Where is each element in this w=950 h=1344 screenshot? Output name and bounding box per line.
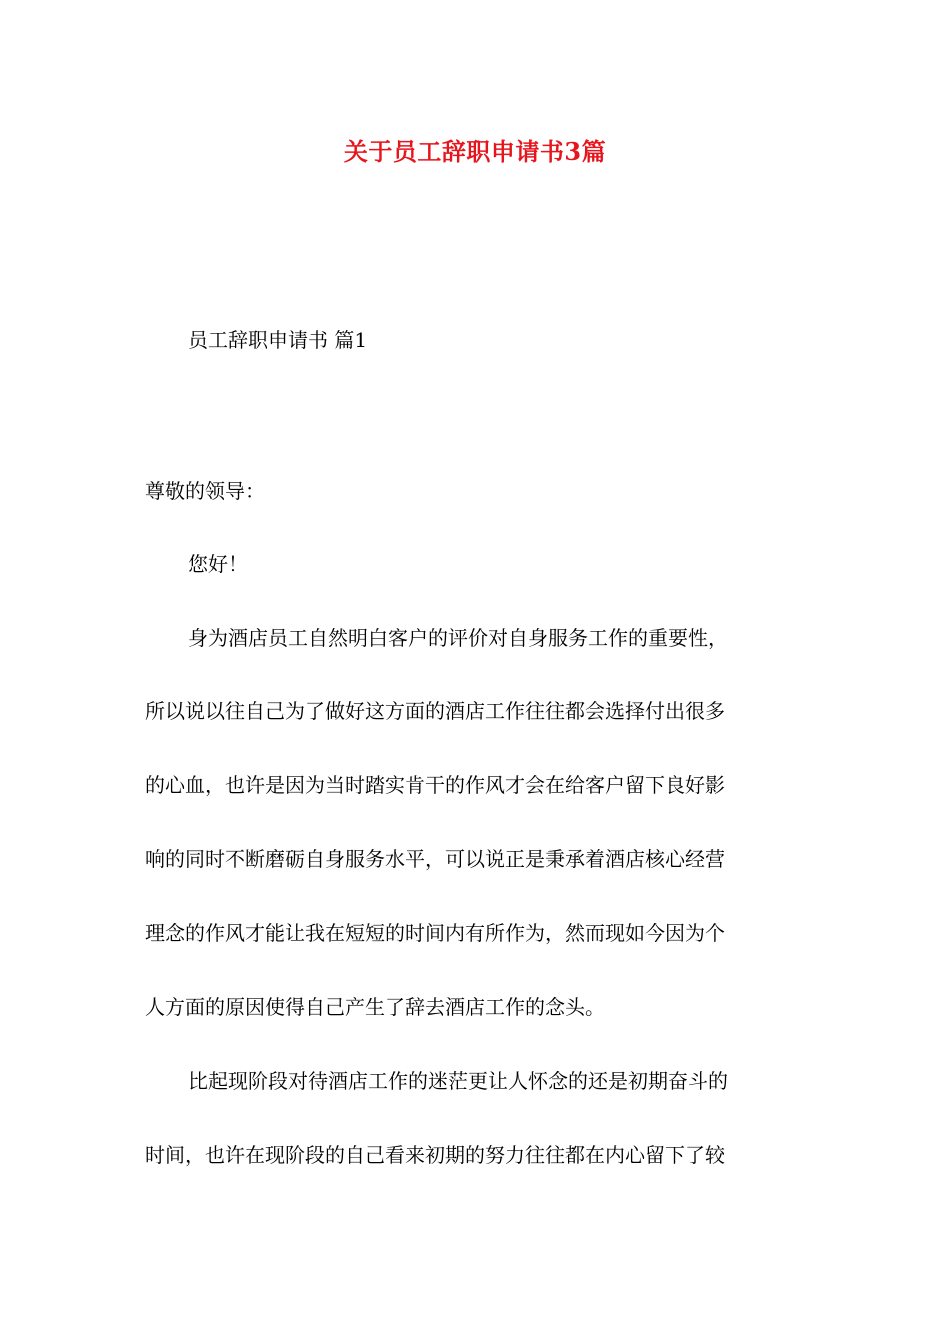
paragraph-line: 身为酒店员工自然明白客户的评价对自身服务工作的重要性， bbox=[188, 626, 728, 650]
paragraph-line: 所以说以往自己为了做好这方面的酒店工作往往都会选择付出很多 bbox=[145, 699, 725, 723]
paragraph-line: 响的同时不断磨砺自身服务水平，可以说正是秉承着酒店核心经营 bbox=[145, 847, 725, 871]
paragraph-line: 时间，也许在现阶段的自己看来初期的努力往往都在内心留下了较 bbox=[145, 1143, 725, 1167]
greeting: 您好！ bbox=[188, 552, 248, 576]
document-title: 关于员工辞职申请书3篇 bbox=[343, 137, 607, 166]
salutation: 尊敬的领导： bbox=[145, 479, 265, 503]
paragraph-line: 的心血，也许是因为当时踏实肯干的作风才会在给客户留下良好影 bbox=[145, 773, 725, 797]
paragraph-line: 人方面的原因使得自己产生了辞去酒店工作的念头。 bbox=[145, 995, 605, 1019]
paragraph-line: 比起现阶段对待酒店工作的迷茫更让人怀念的还是初期奋斗的 bbox=[188, 1069, 728, 1093]
section-heading: 员工辞职申请书 篇1 bbox=[188, 328, 368, 352]
paragraph-line: 理念的作风才能让我在短短的时间内有所作为，然而现如今因为个 bbox=[145, 921, 725, 945]
